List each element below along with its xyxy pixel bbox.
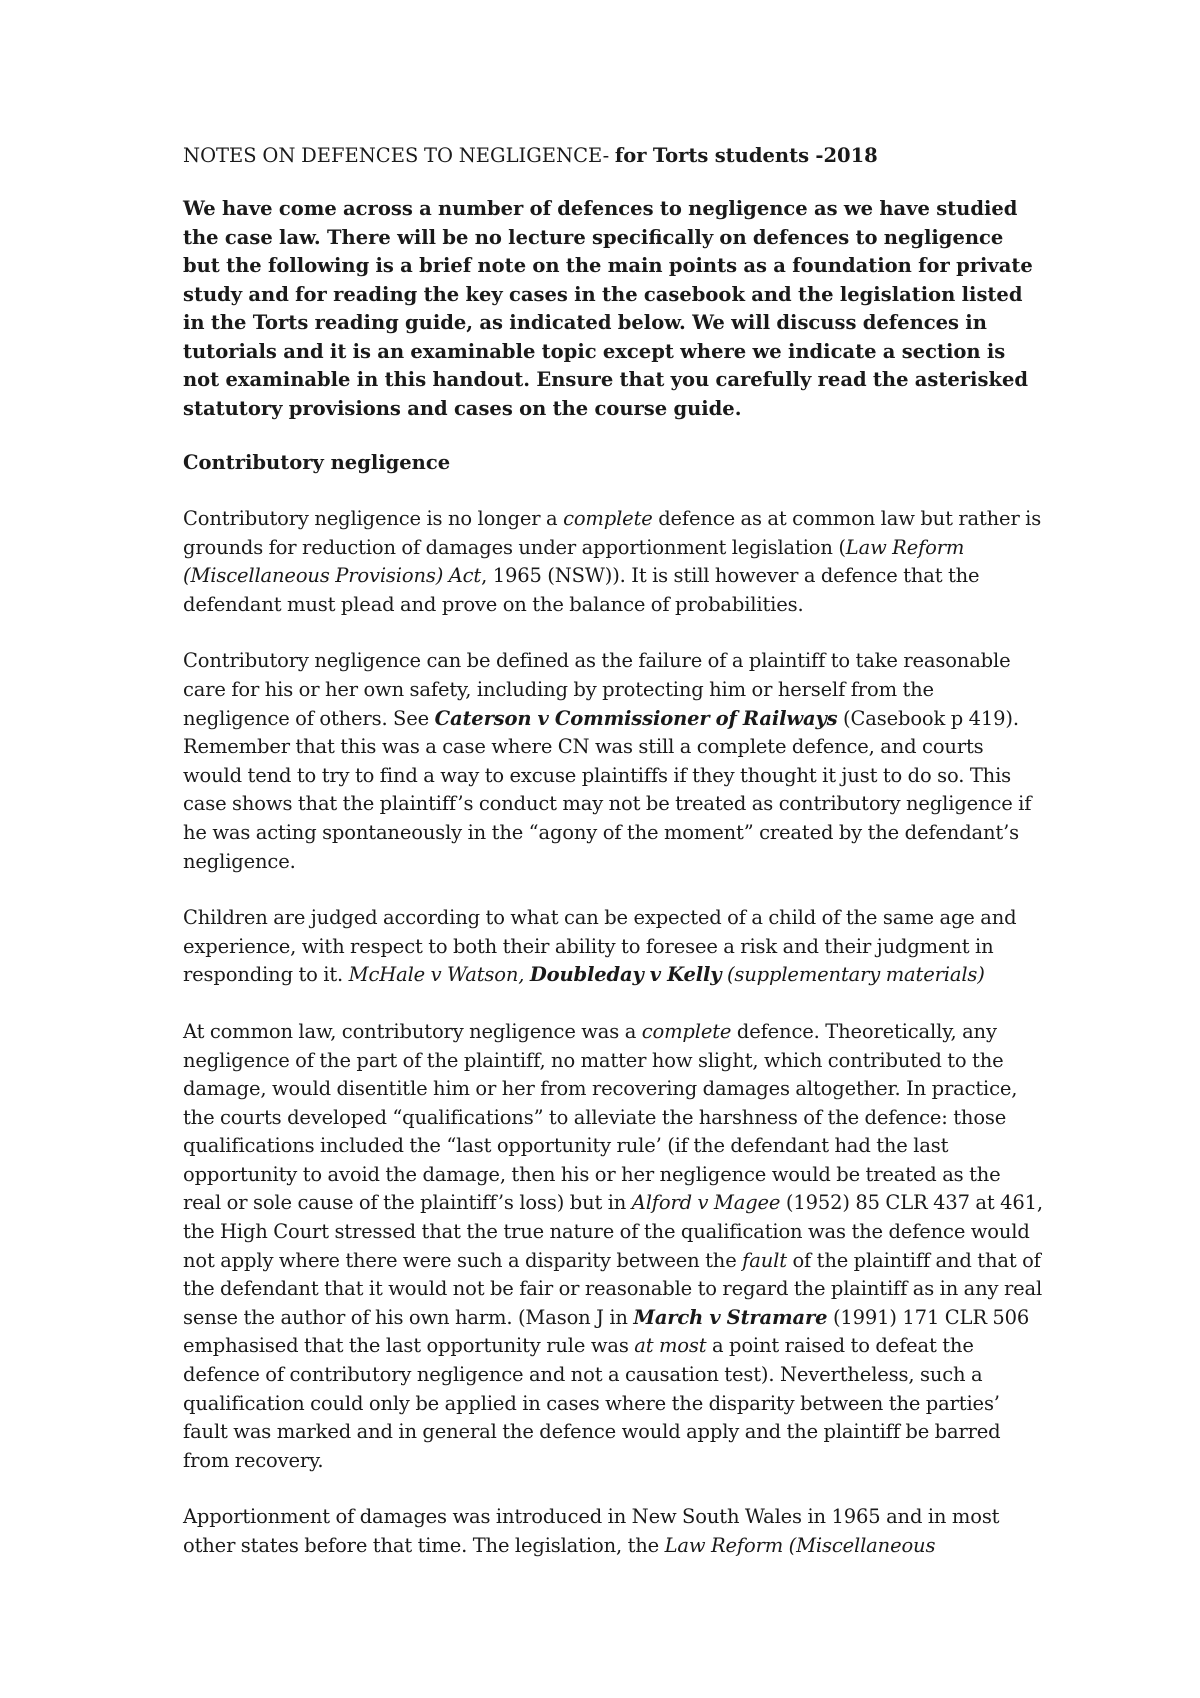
p1-text-3: , 1965 (NSW)). It is still however a defence that the defendant must plead and prove on the balance of probabilities. xyxy=(183,564,980,616)
p3-italic-supplementary: (supplementary materials) xyxy=(721,963,985,987)
paragraph-1 xyxy=(183,505,1043,619)
p5-text-1: Apportionment of damages was introduced in New South Wales in 1965 and in most other states before that time. The legislation, the xyxy=(183,1505,1000,1557)
p4-text-2: defence. Theoretically, any negligence of the part of the plaintiff, no matter how slight, which contributed to the damage, would disentitle him or her from recovering damages altogether. In practice, the courts developed “qualifications” to alleviate the harshness of the defence: those qualifications included the “last opportunity rule’ (if the defendant had the last opportunity to avoid the damage, then his or her negligence would be treated as the real or sole cause of the plaintiff’s loss) but in xyxy=(183,1019,1018,1215)
section-heading-contributory-negligence: Contributory negligence xyxy=(183,451,451,474)
p1-text-1: Contributory negligence is no longer a xyxy=(183,507,564,530)
p4-italic-at-most: at most xyxy=(634,1334,707,1358)
p2-text-1: Contributory negligence can be defined as the failure of a plaintiff to take reasonable care for his or her own safety, including by protecting him or herself from the negligence of others. See xyxy=(183,649,1011,730)
document-content xyxy=(183,142,1043,1561)
p1-italic-act: Law Reform (Miscellaneous Provisions) Act xyxy=(183,535,965,588)
p4-text-4: of the plaintiff and that of the defendant that it would not be fair or reasonable to regard the plaintiff as in any real sense the author of his own harm. (Mason J in xyxy=(183,1248,1043,1329)
paragraph-3 xyxy=(183,904,1043,990)
p1-text-2: defence as at common law but rather is grounds for reduction of damages under apportionment legislation ( xyxy=(183,507,1042,559)
p2-case-caterson: Caterson v Commissioner of Railways xyxy=(434,706,838,730)
p4-text-1: At common law, contributory negligence was a xyxy=(183,1019,642,1043)
p4-italic-fault: fault xyxy=(742,1248,787,1272)
p1-italic-1: complete xyxy=(563,507,653,530)
p3-text-1: Children are judged according to what can be expected of a child of the same age and experience, with respect to both their ability to foresee a risk and their judgment in responding to it. xyxy=(183,906,1017,987)
title-text: NOTES ON DEFENCES TO NEGLIGENCE- xyxy=(183,144,615,167)
p4-case-march: March v Stramare xyxy=(633,1305,828,1329)
p5-italic-act: Law Reform (Miscellaneous xyxy=(664,1534,936,1557)
title-bold-text: for Torts students -2018 xyxy=(614,144,878,167)
p4-italic-alford: Alford v Magee xyxy=(631,1191,781,1215)
p2-text-2: (Casebook p 419). Remember that this was a case where CN was still a complete defence, and courts would tend to try to find a way to excuse plaintiffs if they thought it just to do so. This case shows that the plaintiff’s conduct may not be treated as contributory negligence if he was acting spontaneously in the “agony of the moment” created by the defendant’s negligence. xyxy=(183,706,1032,873)
intro-paragraph: We have come across a number of defences to negligence as we have studied the case law. There will be no lecture specifically on defences to negligence but the following is a brief note on the main points as a foundation for private study and for reading the key cases in the casebook and the legislation listed in the Torts reading guide, as indicated below. We will discuss defences in tutorials and it is an examinable topic except where we indicate a section is not examinable in this handout. Ensure that you carefully read the asterisked statutory provisions and cases on the course guide. xyxy=(183,197,1033,420)
p4-text-3: (1952) 85 CLR 437 at 461, the High Court stressed that the true nature of the qualification was the defence would not apply where there were such a disparity between the xyxy=(183,1191,1043,1272)
p4-text-5: (1991) 171 CLR 506 emphasised that the last opportunity rule was xyxy=(183,1305,1030,1358)
p3-italic-mchale: McHale v Watson, xyxy=(348,963,530,987)
paragraph-2 xyxy=(183,647,1043,876)
p4-italic-complete: complete xyxy=(641,1019,732,1043)
paragraph-4 xyxy=(183,1018,1043,1476)
document-title xyxy=(183,142,1043,170)
p3-case-doubleday: Doubleday v Kelly xyxy=(529,963,722,987)
paragraph-5 xyxy=(183,1503,1043,1560)
p4-text-6: a point raised to defeat the defence of contributory negligence and not a causation test). Nevertheless, such a qualification could only be applied in cases where the disparity between the parties’ fault was marked and in general the defence would apply and the plaintiff be barred from recovery. xyxy=(183,1334,1001,1472)
